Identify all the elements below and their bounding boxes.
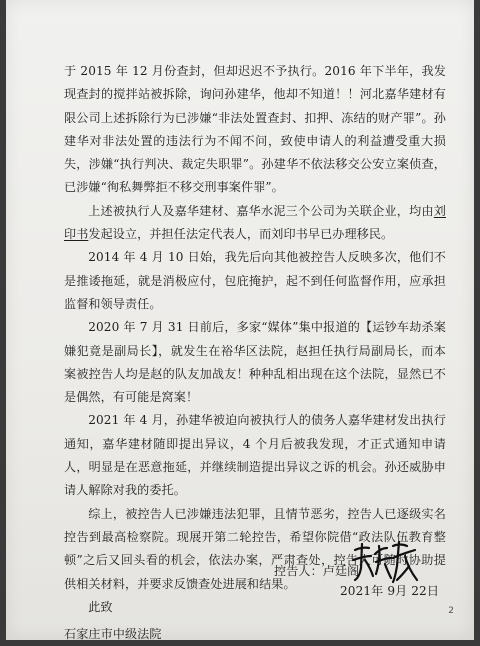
signer-label: 控告人：卢廷阁	[274, 564, 360, 578]
underlined-name: 刘印书	[64, 203, 446, 242]
paragraph-text: 2020 年 7 月 31 日前后，多家“媒体”集中报道的【运钞车劫杀案嫌犯竟是副局长】，就发生在裕华区法院，赵担任执行局副局长，而本案被控告人均是赵的队友加战友！种种乱相出现在这个法院，显然已不是偶然，有可能是窝案！	[64, 320, 446, 405]
paragraph-list	[64, 60, 446, 596]
addressee: 石家庄市中级法院	[64, 627, 162, 642]
signature-date: 2021年 9月 22日	[340, 584, 440, 598]
paragraph-text: 2021 年 4 月，孙建华被迫向被执行人的债务人嘉华建材发出执行通知，嘉华建材随即提出异议，4 个月后被我发现，才正式通知申请人，明显是在恶意拖延，并继续制造提出异议之诉的机会。孙还威胁申请人解除对我的委托。	[64, 413, 446, 498]
paragraph-text: 于 2015 年 12 月份查封，但却迟迟不予执行。2016 年下半年，我发现查封的搅拌站被拆除，询问孙建华，他却不知道！！河北嘉华建材有限公司上述拆除行为已涉嫌“非法处置查封、扣押、冻结的财产罪”。孙建华对非法处置的违法行为不闻不问，致使申请人的利益遭受重大损失，涉嫌“执行判决、裁定失职罪”。孙建华不依法移交公安立案侦查，已涉嫌“徇私舞弊拒不移交刑事案件罪”。	[64, 64, 446, 195]
closing-salutation: 此致	[88, 599, 113, 614]
body-paragraph	[64, 60, 446, 200]
paragraph-text: 2014 年 4 月 10 日始，我先后向其他被控告人反映多次，他们不是推诿拖延，就是消极应付，包庇掩护，起不到任何监督作用，应承担监督和领导责任。	[64, 250, 446, 311]
page-number: 2	[448, 606, 454, 616]
body-paragraph	[64, 316, 446, 409]
body-paragraph	[64, 409, 446, 502]
signature-block	[64, 550, 446, 598]
paragraph-text: 发起设立，并担任法定代表人，而刘印书早已办理移民。	[88, 227, 394, 242]
paragraph-text: 综上，被控告人已涉嫌违法犯罪，且情节恶劣，控告人已逐级实名控告到最高检察院。现展开第二轮控告，希望你院借“政法队伍教育整顿”之后又回头看的机会，依法办案，严肃查处，控告人可随时协助提供相关材料，并要求反馈查处进展和结果。	[64, 506, 446, 591]
document-page	[6, 0, 474, 640]
body-paragraph	[64, 246, 446, 316]
letter-body	[64, 60, 446, 646]
body-paragraph	[64, 200, 446, 247]
paragraph-text: 上述被执行人及嘉华建材、嘉华水泥三个公司为关联企业，均由	[88, 203, 434, 218]
